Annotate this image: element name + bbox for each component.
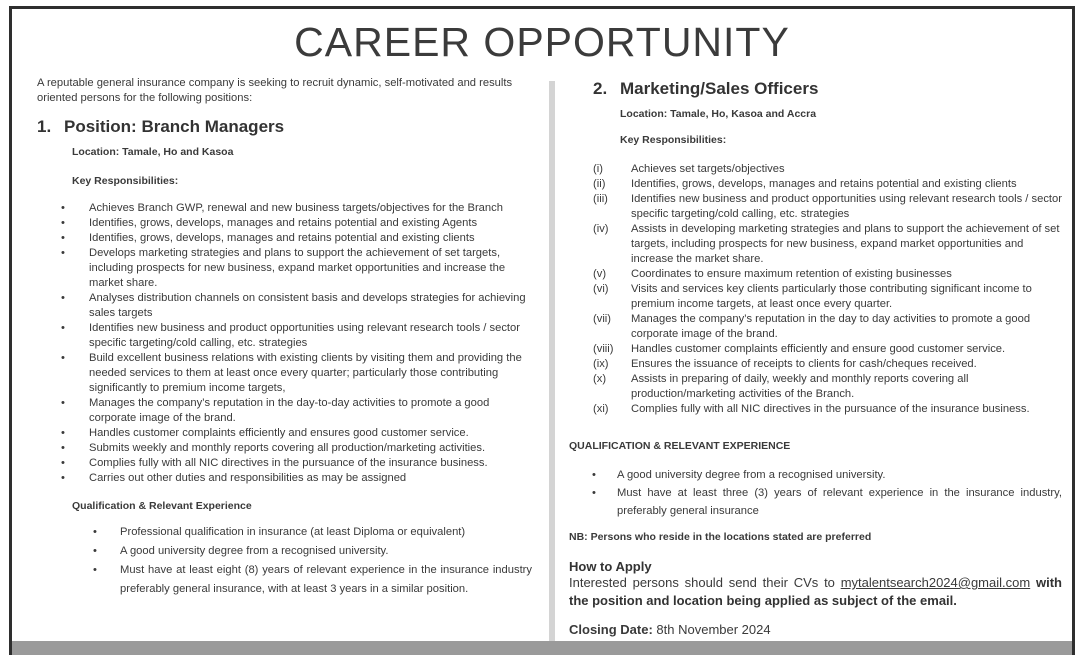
list-item: • Handles customer complaints efficiently and ensures good customer service.	[61, 427, 469, 439]
list-item: (v) Coordinates to ensure maximum retention of existing businesses	[593, 268, 952, 280]
how-to-apply-section	[557, 559, 1062, 637]
list-item: (x) Assists in preparing of daily, weekly and monthly reports covering all production/marketing activities of the Branch.	[593, 373, 969, 400]
item-number: (vii)	[593, 313, 612, 325]
bullet-icon: •	[61, 427, 65, 439]
email-link[interactable]: mytalentsearch2024@gmail.com	[840, 575, 1031, 590]
position-1-title: Position: Branch Managers	[64, 117, 285, 136]
list-item: (xi) Complies fully with all NIC directives in the pursuance of the insurance business.	[593, 403, 1030, 415]
position-1-location: Location: Tamale, Ho and Kasoa	[72, 146, 234, 158]
list-item: • Analyses distribution channels on consistent basis and develops strategies for achieving sales targets	[61, 292, 526, 319]
list-item: (i) Achieves set targets/objectives	[593, 163, 785, 175]
position-1-qualification-label: Qualification & Relevant Experience	[72, 500, 252, 512]
list-item: • Manages the company’s reputation in the day-to-day activities to promote a good corporate image of the brand.	[61, 397, 490, 424]
list-item: • Identifies, grows, develops, manages and retains potential and existing Agents	[61, 217, 478, 229]
position-2-heading	[557, 81, 1062, 96]
bullet-icon: •	[61, 397, 65, 409]
document-frame	[9, 6, 1075, 655]
bullet-icon: •	[61, 457, 65, 469]
position-1-responsibilities-label: Key Responsibilities:	[72, 175, 179, 187]
column-divider	[549, 81, 555, 649]
list-item: • Professional qualification in insurance (at least Diploma or equivalent)	[37, 523, 532, 542]
item-number: (v)	[593, 268, 607, 280]
list-item: (viii) Handles customer complaints efficiently and ensure good customer service.	[593, 343, 1006, 355]
page-title: CAREER OPPORTUNITY	[294, 19, 790, 65]
item-number: (vi)	[593, 283, 609, 295]
list-item: • Must have at least three (3) years of relevant experience in the insurance industry, preferably general insurance	[557, 484, 1062, 520]
position-1-number: 1.	[37, 117, 52, 136]
item-number: (ix)	[593, 358, 609, 370]
bullet-icon: •	[61, 472, 65, 484]
position-2-title: Marketing/Sales Officers	[620, 79, 819, 98]
bullet-icon: •	[93, 545, 97, 557]
bullet-icon: •	[61, 232, 65, 244]
list-item: (ix) Ensures the issuance of receipts to clients for cash/cheques received.	[593, 358, 977, 370]
closing-date-value: 8th November 2024	[652, 622, 771, 637]
item-number: (iv)	[593, 223, 609, 235]
list-item: • Submits weekly and monthly reports covering all production/marketing activities.	[61, 442, 486, 454]
position-1-qualifications-list	[37, 523, 532, 599]
position-2-responsibilities-list	[557, 162, 1062, 417]
list-item: • Complies fully with all NIC directives in the pursuance of the insurance business.	[61, 457, 488, 469]
bullet-icon: •	[61, 217, 65, 229]
position-2-number: 2.	[593, 79, 608, 98]
list-item: • Identifies, grows, develops, manages and retains potential and existing clients	[61, 232, 475, 244]
list-item: • Build excellent business relations with existing clients by visiting them and providing the needed services to them at least once every quarter; particularly those contributing significantly to premium income targets,	[61, 352, 522, 394]
bullet-icon: •	[61, 442, 65, 454]
list-item: • Carries out other duties and responsibilities as may be assigned	[61, 472, 407, 484]
bullet-icon: •	[61, 247, 65, 259]
list-item: • A good university degree from a recognised university.	[37, 542, 532, 561]
bullet-icon: •	[592, 469, 596, 481]
item-number: (ii)	[593, 178, 606, 190]
intro-text: A reputable general insurance company is seeking to recruit dynamic, self-motivated and results oriented persons for the following positions:	[37, 77, 513, 104]
bullet-icon: •	[93, 526, 97, 538]
how-to-apply-heading: How to Apply	[569, 559, 652, 574]
item-number: (viii)	[593, 343, 614, 355]
position-2-qualification-label: QUALIFICATION & RELEVANT EXPERIENCE	[569, 440, 791, 452]
list-item: • Develops marketing strategies and plans to support the achievement of set targets, including prospects for new business, expand market opportunities and increase the market share.	[61, 247, 506, 289]
closing-date-label: Closing Date:	[569, 622, 653, 637]
bullet-icon: •	[93, 564, 97, 576]
item-number: (xi)	[593, 403, 609, 415]
right-column	[557, 81, 1062, 637]
item-number: (x)	[593, 373, 607, 385]
position-1-responsibilities-list	[37, 201, 532, 486]
item-number: (i)	[593, 163, 603, 175]
list-item: (vi) Visits and services key clients particularly those contributing significant income to premium income targets, at least once every quarter.	[593, 283, 1032, 310]
bullet-icon: •	[592, 487, 596, 499]
bottom-bar	[12, 641, 1072, 655]
bullet-icon: •	[61, 322, 65, 334]
how-to-apply-text: Interested persons should send their CVs to mytalentsearch2024@gmail.com with the position and location being applied as subject of the email.	[569, 575, 1062, 608]
residence-note: NB: Persons who reside in the locations stated are preferred	[569, 531, 872, 543]
left-column	[37, 76, 532, 599]
bullet-icon: •	[61, 292, 65, 304]
list-item: • A good university degree from a recognised university.	[557, 466, 1062, 484]
list-item: (ii) Identifies, grows, develops, manages and retains potential and existing clients	[593, 178, 1017, 190]
list-item: • Identifies new business and product opportunities using relevant research tools / sector specific targeting/cold calling, etc. strategies	[61, 322, 520, 349]
list-item: • Achieves Branch GWP, renewal and new business targets/objectives for the Branch	[61, 202, 503, 214]
list-item: (vii) Manages the company’s reputation in the day to day activities to promote a good corporate image of the brand.	[593, 313, 1031, 340]
list-item: (iii) Identifies new business and product opportunities using relevant research tools / sector specific targeting/cold calling, etc. strategies	[593, 193, 1062, 220]
position-2-location: Location: Tamale, Ho, Kasoa and Accra	[620, 108, 817, 120]
list-item: (iv) Assists in developing marketing strategies and plans to support the achievement of set targets, including prospects for new business, expand market opportunities and increase the market share.	[593, 223, 1060, 265]
item-number: (iii)	[593, 193, 608, 205]
position-1-heading	[37, 119, 532, 134]
position-2-responsibilities-label: Key Responsibilities:	[620, 134, 727, 146]
bullet-icon: •	[61, 202, 65, 214]
bullet-icon: •	[61, 352, 65, 364]
list-item: • Must have at least eight (8) years of relevant experience in the insurance industry preferably general insurance, with at least 3 years in a similar position.	[37, 561, 532, 599]
closing-date	[569, 622, 1062, 637]
position-2-qualifications-list	[557, 466, 1062, 520]
